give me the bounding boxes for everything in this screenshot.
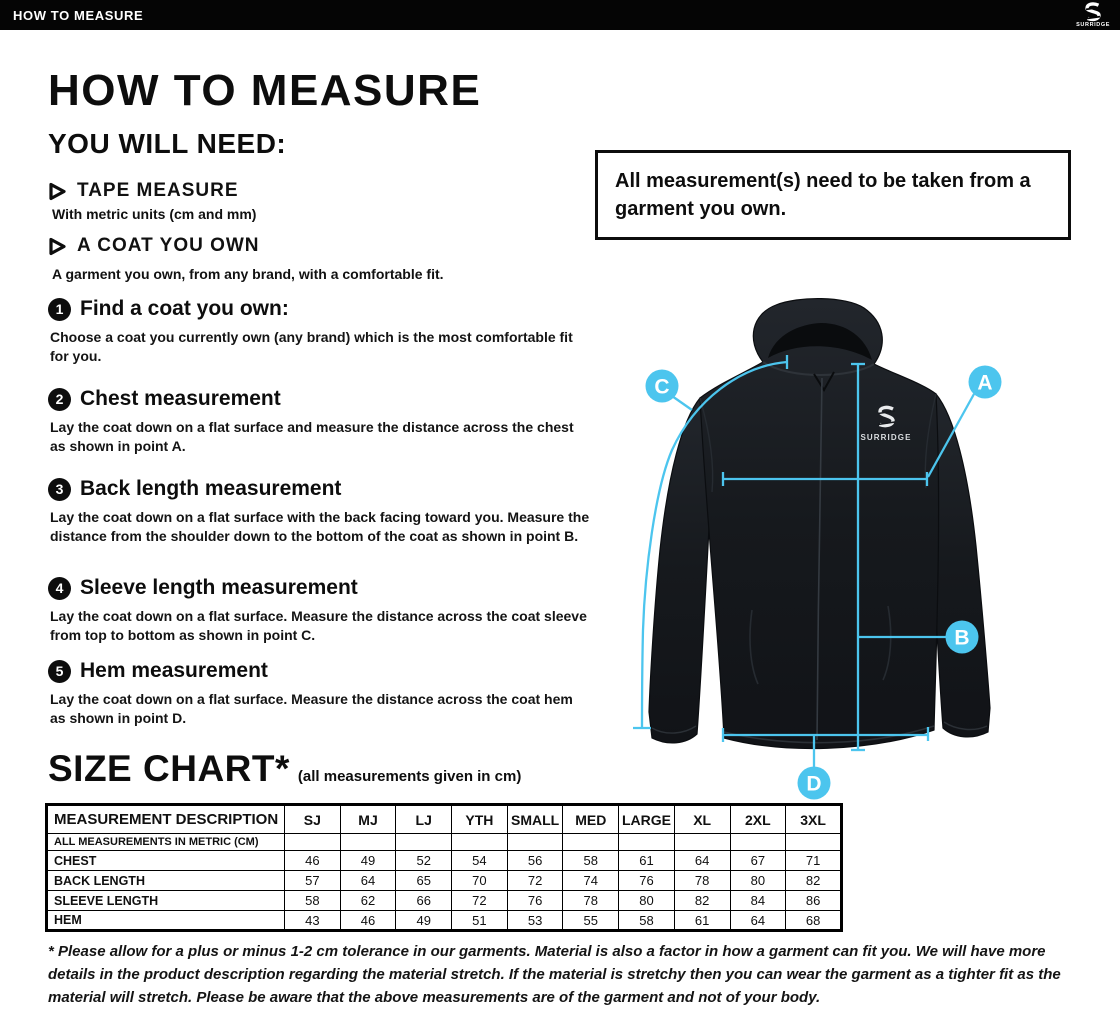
brand-logo <box>1076 2 1112 29</box>
metric-note-row <box>47 834 842 851</box>
step-heading: Hem measurement <box>80 659 268 682</box>
column-header: LJ <box>396 805 452 834</box>
cell-value: 61 <box>674 911 730 931</box>
cell-value: 46 <box>285 851 341 871</box>
triangle-bullet-icon <box>48 237 67 256</box>
cell-value: 78 <box>674 871 730 891</box>
step-number-badge: 3 <box>48 478 71 501</box>
cell-value: 70 <box>452 871 508 891</box>
size-chart-heading <box>48 748 521 790</box>
cell-value: 68 <box>786 911 842 931</box>
brand-name: SURRIDGE <box>1076 21 1110 28</box>
cell-value: 66 <box>396 891 452 911</box>
page-title: HOW TO MEASURE <box>48 66 482 115</box>
you-will-need-heading: YOU WILL NEED: <box>48 128 287 159</box>
cell-value: 55 <box>563 911 619 931</box>
empty-cell <box>730 834 786 851</box>
tolerance-footnote: * Please allow for a plus or minus 1-2 cm tolerance in our garments. Material is also a factor in how a garment can fit you. We will have more details in the product description regarding the material stretch. If the material is stretchy then you can wear the garment as a tighter fit as the material will stretch. Please be aware that the above measurements are of the garment and not of your body. <box>48 943 1061 1006</box>
table-row-hem <box>47 911 842 931</box>
table-row-sleeve-length <box>47 891 842 911</box>
empty-cell <box>507 834 563 851</box>
step-body: Lay the coat down on a flat surface and measure the distance across the chest as shown in point A. <box>50 419 574 455</box>
cell-value: 56 <box>507 851 563 871</box>
step-4 <box>48 576 600 646</box>
cell-value: 54 <box>452 851 508 871</box>
cell-value: 64 <box>674 851 730 871</box>
column-header: SMALL <box>507 805 563 834</box>
step-body: Lay the coat down on a flat surface. Measure the distance across the coat sleeve from top to bottom as shown in point C. <box>50 608 587 644</box>
cell-value: 61 <box>619 851 675 871</box>
cell-value: 64 <box>730 911 786 931</box>
point-c-label: C <box>654 375 670 399</box>
cell-value: 58 <box>285 891 341 911</box>
cell-value: 64 <box>340 871 396 891</box>
jacket-illustration <box>649 299 993 749</box>
cell-value: 65 <box>396 871 452 891</box>
cell-value: 82 <box>786 871 842 891</box>
cell-value: 72 <box>507 871 563 891</box>
need-item-tape-measure <box>48 180 256 222</box>
step-heading: Find a coat you own: <box>80 297 289 320</box>
triangle-bullet-icon <box>48 182 67 201</box>
cell-value: 74 <box>563 871 619 891</box>
empty-cell <box>786 834 842 851</box>
cell-value: 46 <box>340 911 396 931</box>
need-item-label: A COAT YOU OWN <box>77 235 260 256</box>
empty-cell <box>285 834 341 851</box>
cell-value: 51 <box>452 911 508 931</box>
column-header: MEASUREMENT DESCRIPTION <box>47 805 285 834</box>
table-row-chest <box>47 851 842 871</box>
step-body: Lay the coat down on a flat surface. Measure the distance across the coat hem as shown in point D. <box>50 691 573 727</box>
step-2 <box>48 387 600 457</box>
column-header: SJ <box>285 805 341 834</box>
cell-value: 57 <box>285 871 341 891</box>
step-1 <box>48 297 600 367</box>
point-b-label: B <box>954 626 970 650</box>
cell-value: 80 <box>730 871 786 891</box>
step-5 <box>48 659 600 729</box>
cell-value: 76 <box>619 871 675 891</box>
cell-value: 71 <box>786 851 842 871</box>
row-label: SLEEVE LENGTH <box>47 891 285 911</box>
step-body: Choose a coat you currently own (any brand) which is the most comfortable fit for you. <box>50 329 573 365</box>
jacket-measurement-diagram <box>600 280 1080 860</box>
measurement-note-box: All measurement(s) need to be taken from a garment you own. <box>595 150 1071 240</box>
size-chart-subtitle: (all measurements given in cm) <box>297 768 522 785</box>
row-label: CHEST <box>47 851 285 871</box>
cell-value: 78 <box>563 891 619 911</box>
empty-cell <box>619 834 675 851</box>
empty-cell <box>563 834 619 851</box>
cell-value: 76 <box>507 891 563 911</box>
cell-value: 62 <box>340 891 396 911</box>
point-a-label: A <box>977 371 993 395</box>
cell-value: 86 <box>786 891 842 911</box>
surridge-s-icon <box>1084 2 1102 22</box>
metric-note: ALL MEASUREMENTS IN METRIC (CM) <box>47 834 285 851</box>
cell-value: 49 <box>340 851 396 871</box>
need-item-coat <box>48 235 444 282</box>
table-row-back-length <box>47 871 842 891</box>
cell-value: 58 <box>619 911 675 931</box>
top-bar-title: HOW TO MEASURE <box>13 7 144 23</box>
cell-value: 82 <box>674 891 730 911</box>
column-header: 2XL <box>730 805 786 834</box>
size-chart-table <box>45 803 843 932</box>
step-heading: Back length measurement <box>80 477 342 500</box>
column-header: XL <box>674 805 730 834</box>
empty-cell <box>340 834 396 851</box>
step-number-badge: 1 <box>48 298 71 321</box>
step-heading: Chest measurement <box>80 387 281 410</box>
cell-value: 67 <box>730 851 786 871</box>
column-header: LARGE <box>619 805 675 834</box>
cell-value: 80 <box>619 891 675 911</box>
column-header: MED <box>563 805 619 834</box>
empty-cell <box>452 834 508 851</box>
row-label: BACK LENGTH <box>47 871 285 891</box>
cell-value: 53 <box>507 911 563 931</box>
need-item-description: With metric units (cm and mm) <box>52 206 257 222</box>
cell-value: 49 <box>396 911 452 931</box>
cell-value: 52 <box>396 851 452 871</box>
empty-cell <box>396 834 452 851</box>
top-bar <box>0 0 1120 30</box>
step-heading: Sleeve length measurement <box>80 576 358 599</box>
step-number-badge: 4 <box>48 577 71 600</box>
column-header: 3XL <box>786 805 842 834</box>
column-header: YTH <box>452 805 508 834</box>
empty-cell <box>674 834 730 851</box>
cell-value: 84 <box>730 891 786 911</box>
cell-value: 43 <box>285 911 341 931</box>
c-connector <box>672 396 692 410</box>
table-header-row <box>47 805 842 834</box>
need-item-description: A garment you own, from any brand, with a comfortable fit. <box>52 266 444 282</box>
step-3 <box>48 477 600 547</box>
cell-value: 72 <box>452 891 508 911</box>
size-chart-title: SIZE CHART* <box>48 748 290 789</box>
point-d-label: D <box>806 772 822 796</box>
jacket-brand-text: SURRIDGE <box>860 433 912 442</box>
cell-value: 58 <box>563 851 619 871</box>
step-body: Lay the coat down on a flat surface with the back facing toward you. Measure the distance from the shoulder down to the bottom of the coat as shown in point B. <box>50 509 590 545</box>
need-item-label: TAPE MEASURE <box>77 180 239 201</box>
step-number-badge: 5 <box>48 660 71 683</box>
row-label: HEM <box>47 911 285 931</box>
step-number-badge: 2 <box>48 388 71 411</box>
column-header: MJ <box>340 805 396 834</box>
